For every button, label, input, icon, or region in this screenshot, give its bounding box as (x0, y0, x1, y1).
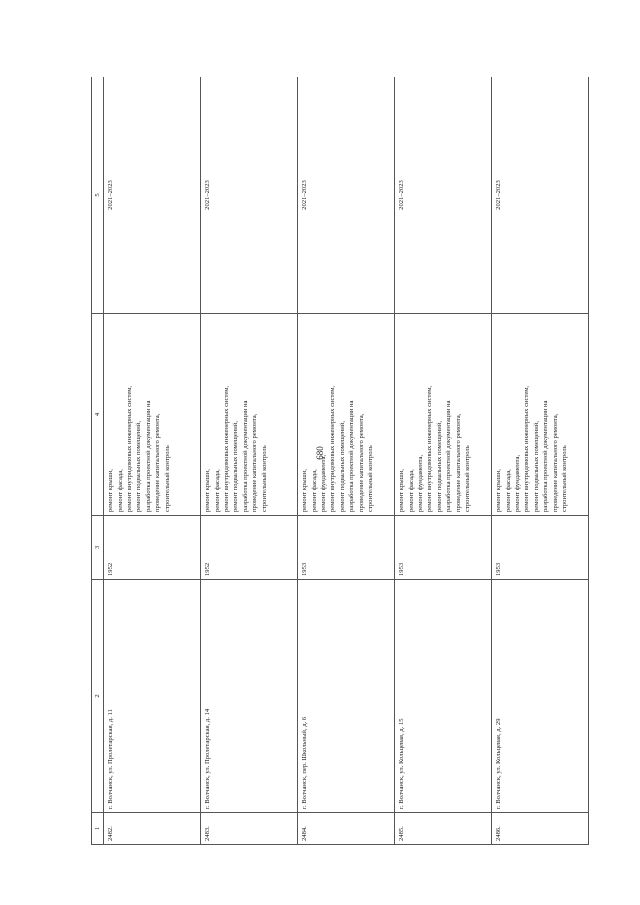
table-row (492, 77, 589, 845)
works-line: ремонт фасада, (407, 469, 415, 512)
address-cell: г. Волчанск, пер. Школьный, д. 6 (298, 580, 395, 813)
works-line: ремонт подвальных помещений, (135, 421, 143, 512)
works-cell (104, 314, 201, 516)
works-line: ремонт фасада, (504, 469, 512, 512)
works-line: ремонт внутридомовых инженерных систем, (426, 385, 434, 512)
works-line: ремонт внутридомовых инженерных систем, (126, 385, 134, 512)
works-line: ремонт крыши, (398, 469, 406, 512)
works-line: строительный контроль (463, 445, 471, 512)
table-row (298, 77, 395, 845)
works-cell (201, 314, 298, 516)
works-line: ремонт фундамента, (320, 454, 328, 512)
table-container (91, 77, 589, 845)
works-line: разработка проектной документации на (241, 400, 249, 512)
works-line: ремонт внутридомовых инженерных систем, (329, 385, 337, 512)
works-line: ремонт крыши, (204, 469, 212, 512)
works-line: разработка проектной документации на (542, 400, 550, 512)
works-line: ремонт фасада, (310, 469, 318, 512)
build-year-cell: 1953 (492, 516, 589, 580)
works-line: ремонт подвальных помещений, (338, 421, 346, 512)
works-line: разработка проектной документации на (445, 400, 453, 512)
works-line: ремонт фундамента, (514, 454, 522, 512)
works-cell (492, 314, 589, 516)
period-cell: 2021–2023 (298, 77, 395, 314)
header-col-1: 1 (92, 813, 104, 845)
works-line: ремонт внутридомовых инженерных систем, (523, 385, 531, 512)
works-line: строительный контроль (260, 445, 268, 512)
build-year-cell: 1952 (201, 516, 298, 580)
works-line: проведение капитального ремонта, (357, 413, 365, 512)
address-cell: г. Волчанск, ул. Пролетарская, д. 14 (201, 580, 298, 813)
period-cell: 2021–2023 (201, 77, 298, 314)
works-line: ремонт крыши, (495, 469, 503, 512)
period-cell: 2021–2023 (395, 77, 492, 314)
row-number-cell: 2482. (104, 813, 201, 845)
row-number-cell: 2484. (298, 813, 395, 845)
build-year-cell: 1953 (298, 516, 395, 580)
works-line: строительный контроль (560, 445, 568, 512)
header-col-2: 2 (92, 580, 104, 813)
address-cell: г. Волчанск, ул. Кольцевая, д. 15 (395, 580, 492, 813)
build-year-cell: 1953 (395, 516, 492, 580)
works-line: ремонт фасада, (116, 469, 124, 512)
works-line: строительный контроль (366, 445, 374, 512)
works-line: проведение капитального ремонта, (454, 413, 462, 512)
address-cell: г. Волчанск, ул. Пролетарская, д. 11 (104, 580, 201, 813)
header-col-4: 4 (92, 314, 104, 516)
works-line: ремонт крыши, (301, 469, 309, 512)
works-line: ремонт фундамента, (417, 454, 425, 512)
header-col-5: 5 (92, 77, 104, 314)
table-header-row (92, 77, 104, 845)
works-line: проведение капитального ремонта, (251, 413, 259, 512)
repair-program-table (91, 77, 589, 845)
works-cell (298, 314, 395, 516)
address-cell: г. Волчанск, ул. Кольцевая, д. 29 (492, 580, 589, 813)
works-line: проведение капитального ремонта, (154, 413, 162, 512)
works-line: ремонт подвальных помещений, (232, 421, 240, 512)
works-line: ремонт фасада, (213, 469, 221, 512)
period-cell: 2021–2023 (492, 77, 589, 314)
table-row (395, 77, 492, 845)
works-cell (395, 314, 492, 516)
row-number-cell: 2483. (201, 813, 298, 845)
works-line: строительный контроль (163, 445, 171, 512)
works-line: проведение капитального ремонта, (551, 413, 559, 512)
table-body (104, 77, 589, 845)
works-line: ремонт внутридомовых инженерных систем, (223, 385, 231, 512)
works-line: ремонт подвальных помещений, (435, 421, 443, 512)
works-line: ремонт подвальных помещений, (532, 421, 540, 512)
works-line: ремонт крыши, (107, 469, 115, 512)
header-col-3: 3 (92, 516, 104, 580)
build-year-cell: 1952 (104, 516, 201, 580)
page-number-text: 680 (315, 446, 325, 460)
row-number-cell: 2485. (395, 813, 492, 845)
period-cell: 2021–2023 (104, 77, 201, 314)
rotated-table-frame (91, 77, 589, 845)
works-line: разработка проектной документации на (348, 400, 356, 512)
table-row (201, 77, 298, 845)
table-row (104, 77, 201, 845)
works-line: разработка проектной документации на (144, 400, 152, 512)
row-number-cell: 2486. (492, 813, 589, 845)
